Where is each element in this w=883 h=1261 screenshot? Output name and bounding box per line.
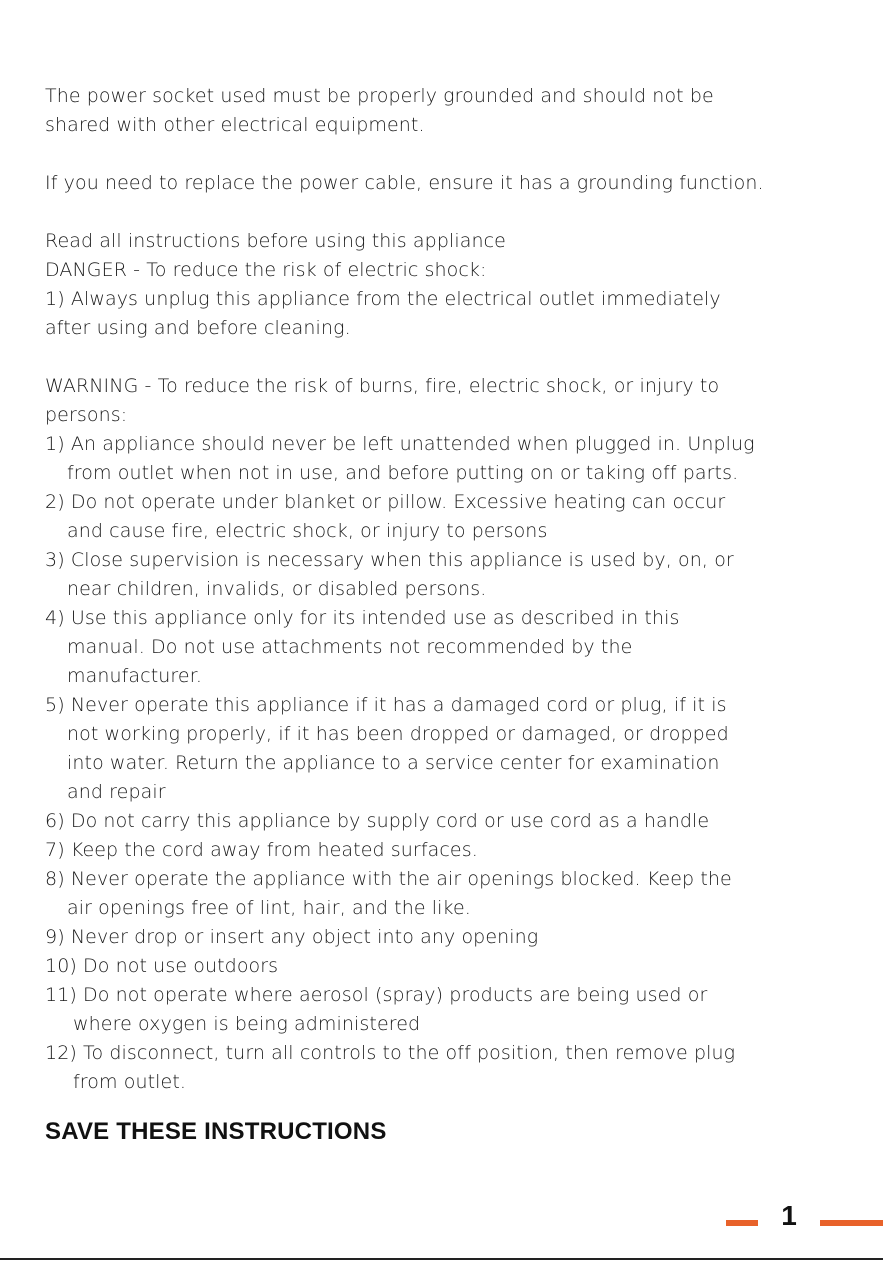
- warning-item: [45, 691, 875, 807]
- warning-item-line: manual. Do not use attachments not recommended by the: [67, 636, 633, 658]
- warning-item: [45, 836, 875, 865]
- warning-item: [45, 865, 875, 923]
- footer-accent-bar: [726, 1220, 758, 1226]
- warning-item-line: 2) Do not operate under blanket or pillow. Excessive heating can occur: [45, 491, 726, 513]
- warning-item: [45, 488, 875, 546]
- warning-item-line: air openings free of lint, hair, and the like.: [67, 897, 471, 919]
- footer-accent-bar: [820, 1220, 883, 1226]
- danger-item: 1) Always unplug this appliance from the electrical outlet immediately: [45, 288, 721, 310]
- warning-item-line: 5) Never operate this appliance if it has a damaged cord or plug, if it is: [45, 694, 727, 716]
- warning-item: [45, 1039, 875, 1097]
- warning-item-line: not working properly, if it has been dropped or damaged, or dropped: [67, 723, 729, 745]
- warning-item-line: 4) Use this appliance only for its intended use as described in this: [45, 607, 680, 629]
- warning-item-line: from outlet.: [73, 1071, 187, 1093]
- warning-item-line: 10) Do not use outdoors: [45, 955, 279, 977]
- warning-item: [45, 807, 875, 836]
- warning-item-line: 12) To disconnect, turn all controls to the off position, then remove plug: [45, 1042, 736, 1064]
- warning-item-line: and repair: [67, 781, 166, 803]
- warning-item-line: 8) Never operate the appliance with the air openings blocked. Keep the: [45, 868, 732, 890]
- warning-item-line: 1) An appliance should never be left unattended when plugged in. Unplug: [45, 433, 755, 455]
- warning-item-line: from outlet when not in use, and before putting on or taking off parts.: [67, 462, 739, 484]
- warning-item: [45, 952, 875, 981]
- warning-heading: WARNING - To reduce the risk of burns, fire, electric shock, or injury to: [45, 375, 720, 397]
- warning-item-line: manufacturer.: [67, 665, 202, 687]
- warning-item-line: 11) Do not operate where aerosol (spray) products are being used or: [45, 984, 708, 1006]
- warning-item: [45, 546, 875, 604]
- warning-item: [45, 981, 875, 1039]
- bottom-rule: [0, 1258, 883, 1260]
- save-instructions-heading: SAVE THESE INSTRUCTIONS: [45, 1118, 387, 1145]
- warning-list: [45, 430, 875, 1097]
- safety-instructions: [45, 82, 875, 1097]
- warning-item-line: and cause fire, electric shock, or injury to persons: [67, 520, 548, 542]
- warning-item: [45, 604, 875, 691]
- grounding-note: If you need to replace the power cable, ensure it has a grounding function.: [45, 172, 764, 194]
- warning-item-line: 6) Do not carry this appliance by supply cord or use cord as a handle: [45, 810, 710, 832]
- warning-item-line: 3) Close supervision is necessary when this appliance is used by, on, or: [45, 549, 734, 571]
- warning-item-line: 9) Never drop or insert any object into any opening: [45, 926, 539, 948]
- page-number: 1: [781, 1200, 797, 1231]
- warning-item-line: into water. Return the appliance to a service center for examination: [67, 752, 720, 774]
- warning-item-line: 7) Keep the cord away from heated surfaces.: [45, 839, 478, 861]
- danger-heading: DANGER - To reduce the risk of electric shock:: [45, 259, 487, 281]
- warning-heading: persons:: [45, 404, 128, 426]
- warning-item-line: near children, invalids, or disabled persons.: [67, 578, 487, 600]
- intro-line: shared with other electrical equipment.: [45, 114, 425, 136]
- read-all-note: Read all instructions before using this appliance: [45, 230, 506, 252]
- warning-item: [45, 430, 875, 488]
- intro-line: The power socket used must be properly grounded and should not be: [45, 85, 714, 107]
- warning-item: [45, 923, 875, 952]
- warning-item-line: where oxygen is being administered: [73, 1013, 421, 1035]
- danger-item: after using and before cleaning.: [45, 317, 351, 339]
